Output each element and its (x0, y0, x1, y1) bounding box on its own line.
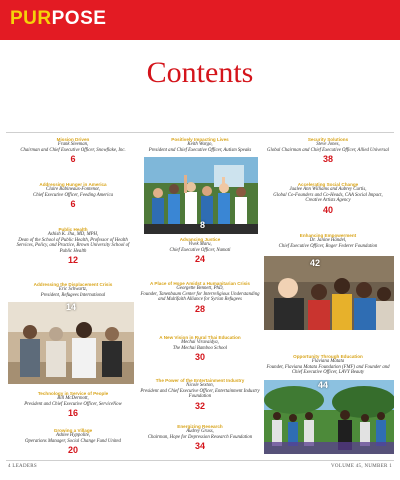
page-title: Contents (146, 56, 254, 89)
entry-author: Keith Wargo, (187, 142, 213, 148)
entry-author: Ashlee Hyppolite, (55, 433, 91, 439)
entry-role: Global Co-Founders and Co-Heads, CAA Social Impact, Creative Artists Agency (273, 192, 383, 204)
entry-author: Jaalee Ann Williams and Aubrey Curtis, (289, 187, 367, 193)
toc-entry-technology-service[interactable] (10, 391, 136, 419)
entry-author: Claire Babineaux-Fontenot, (46, 187, 100, 193)
entry-heading: Advancing Justice (179, 237, 221, 242)
entry-author: Ashish K. Jha, MD, MPH, (47, 232, 99, 238)
entry-role: Chairman, Hope for Depression Research Foundation (147, 434, 253, 440)
toc-entry-thai-education[interactable] (138, 335, 262, 363)
divider (6, 132, 394, 133)
entry-role: Chairman and Chief Executive Officer, Snowflake, Inc. (20, 147, 126, 153)
toc-entry-entertainment-industry[interactable] (138, 378, 262, 411)
photo-page-number: 14 (66, 302, 77, 312)
toc-entry-opportunity-through-education[interactable] (262, 354, 394, 376)
entry-role: President, Refugees International (40, 292, 106, 298)
section-title (10, 8, 106, 30)
photo-flaviana-matata-foundation (264, 380, 394, 454)
entry-heading: Public Health (58, 227, 88, 232)
entry-role: Global Chairman and Chief Executive Officer, Allied Universal (267, 147, 389, 153)
entry-page-number: 40 (322, 204, 333, 215)
toc-entry-accelerating-social-change[interactable] (266, 182, 390, 215)
footer-page-label: 4 LEADERS (8, 464, 37, 469)
entry-author: Nicole Sexton, (186, 383, 214, 389)
toc-entry-mission-driven[interactable] (14, 137, 132, 165)
entry-heading: Growing a Village (53, 428, 93, 433)
toc-entry-enhancing-empowerment[interactable] (262, 233, 394, 249)
footer-volume-label: VOLUME 45, NUMBER 1 (331, 464, 392, 469)
toc-entry-addressing-hunger[interactable] (14, 182, 132, 210)
entry-page-number: 6 (70, 154, 76, 165)
entry-role: Chief Executive Officer, Feeding America (33, 192, 113, 198)
photo-refugees-international (8, 302, 134, 384)
toc-entry-energizing-research[interactable] (138, 424, 262, 452)
entry-page-number: 38 (322, 154, 333, 165)
toc-entry-growing-a-village[interactable] (10, 428, 136, 456)
toc-entry-positively-impacting-lives[interactable] (138, 137, 262, 153)
toc-entry-place-of-hope[interactable] (138, 281, 262, 314)
photo-roger-federer-foundation (264, 256, 394, 330)
entry-heading: Addressing Hunger in America (39, 182, 107, 187)
entry-author: Steve Jones, (316, 142, 340, 148)
entry-role: President and Chief Executive Officer, ServiceNow (24, 401, 122, 407)
entry-author: Frank Sleeman, (57, 142, 89, 148)
entry-heading: Mission Driven (56, 137, 90, 142)
entry-page-number: 16 (67, 408, 78, 419)
section-title-rest: POSE (51, 8, 107, 29)
entry-heading: Accelerating Social Change (297, 182, 359, 187)
entry-page-number: 30 (194, 352, 205, 363)
entry-page-number: 34 (194, 441, 205, 452)
entry-heading: The Power of the Entertainment Industry (155, 378, 245, 383)
entry-role: The Mechai Bamboo School (172, 345, 228, 351)
entry-role: Chief Executive Officer, Namati (169, 247, 231, 253)
section-title-first: PUR (10, 8, 52, 29)
entry-heading: Opportunity Through Education (293, 354, 363, 359)
entry-heading: A Place of Hope Amidst a Humanitarian Crisis (150, 281, 250, 286)
entry-author: Eric Schwartz, (58, 287, 88, 293)
entry-author: Mechai Viravaidya, (181, 340, 219, 346)
entry-role: Dean of the School of Public Health, Professor of Health Services, Policy, and Practice, Brown University School of Public Health (16, 237, 130, 254)
photo-page-number: 8 (200, 220, 206, 230)
entry-heading: Positively Impacting Lives (171, 137, 229, 142)
entry-page-number: 28 (194, 303, 205, 314)
entry-role: Founder, Tanenbaum Center for Interreligious Understanding and Multifaith Alliance for Syrian Refugees (140, 291, 260, 303)
entry-role: President and Chief Executive Officer, Autism Speaks (148, 147, 252, 153)
entry-heading: Addressing the Displacement Crisis (33, 282, 113, 287)
footer-divider (6, 460, 394, 461)
toc-entry-displacement-crisis[interactable] (14, 282, 132, 298)
toc-entry-security-solutions[interactable] (266, 137, 390, 165)
entry-heading: Security Solutions (307, 137, 349, 142)
entry-heading: A New Vision in Rural Thai Education (159, 335, 241, 340)
entry-role: Operations Manager, Social Change Fund United (25, 438, 121, 444)
entry-role: President and Chief Executive Officer, Entertainment Industry Foundation (140, 388, 260, 400)
entry-role: Chief Executive Officer, Roger Federer Foundation (278, 243, 378, 249)
entry-author: Bill McDermott, (57, 396, 89, 402)
entry-page-number: 32 (194, 400, 205, 411)
entry-author: Flaviana Matata (311, 359, 345, 365)
toc-entry-advancing-justice[interactable] (138, 237, 262, 265)
entry-author: Vivek Maru, (188, 242, 212, 248)
entry-heading: Technology in Service of People (37, 391, 109, 396)
entry-author: Georgette Bennett, PhD, (176, 286, 224, 292)
entry-page-number: 12 (67, 255, 78, 266)
toc-entry-public-health[interactable] (10, 227, 136, 266)
entry-heading: Energizing Research (177, 424, 223, 429)
entry-role: Founder, Flaviana Matata Foundation (FMF) and Founder and Chief Executive Officer, LAVY Beauty (266, 364, 390, 376)
entry-heading: Enhancing Empowerment (299, 233, 357, 238)
entry-author: Dr. Janine Händel, (309, 238, 347, 244)
photo-page-number: 42 (310, 258, 321, 268)
entry-page-number: 24 (194, 254, 205, 265)
entry-author: Audrey Gruss, (186, 429, 214, 435)
entry-page-number: 6 (70, 199, 76, 210)
entry-page-number: 20 (67, 445, 78, 456)
photo-page-number: 44 (318, 380, 329, 390)
